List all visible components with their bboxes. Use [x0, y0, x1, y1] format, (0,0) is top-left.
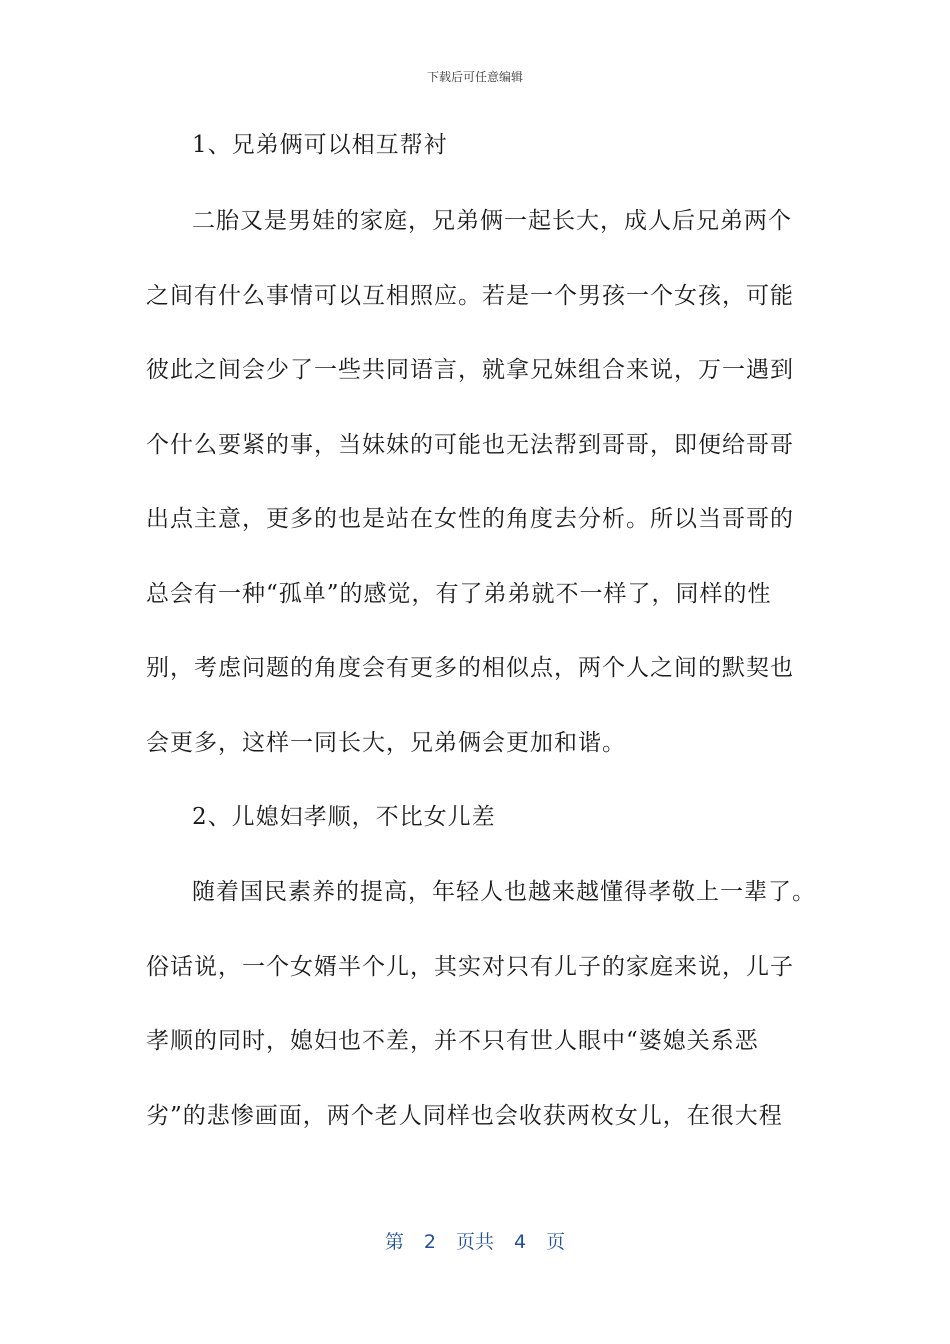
footer-page-number: 2: [423, 1231, 436, 1253]
paragraph-line: 二胎又是男娃的家庭，兄弟俩一起长大，成人后兄弟两个: [192, 208, 792, 234]
footer-ye: 页: [546, 1231, 566, 1253]
page-header-note: 下载后可任意编辑: [426, 70, 523, 84]
section-heading-2: 2、儿媳妇孝顺，不比女儿差: [192, 804, 496, 830]
paragraph-line: 彼此之间会少了一些共同语言，就拿兄妹组合来说，万一遇到: [146, 357, 794, 383]
paragraph-line: 别，考虑问题的角度会有更多的相似点，两个人之间的默契也: [146, 655, 794, 681]
page-footer: [0, 1227, 950, 1254]
paragraph-line: 出点主意，更多的也是站在女性的角度去分析。所以当哥哥的: [146, 506, 794, 532]
paragraph-line: 个什么要紧的事，当妹妹的可能也无法帮到哥哥，即便给哥哥: [146, 432, 794, 458]
paragraph-line: 总会有一种“孤单”的感觉，有了弟弟就不一样了，同样的性: [146, 581, 772, 607]
paragraph-line: 俗话说，一个女婿半个儿，其实对只有儿子的家庭来说，儿子: [146, 954, 794, 980]
paragraph-line: 劣”的悲惨画面，两个老人同样也会收获两枚女儿，在很大程: [146, 1103, 783, 1129]
paragraph-line: 会更多，这样一同长大，兄弟俩会更加和谐。: [146, 730, 626, 756]
paragraph-line: 之间有什么事情可以互相照应。若是一个男孩一个女孩，可能: [146, 283, 794, 309]
footer-di: 第: [384, 1231, 404, 1253]
paragraph-line: 随着国民素养的提高，年轻人也越来越懂得孝敬上一辈了。: [192, 879, 816, 905]
paragraph-line: 孝顺的同时，媳妇也不差，并不只有世人眼中“婆媳关系恶: [146, 1028, 759, 1054]
footer-total-pages: 4: [514, 1231, 527, 1253]
section-heading-1: 1、兄弟俩可以相互帮衬: [192, 132, 448, 158]
footer-ye-gong: 页共: [455, 1231, 494, 1253]
